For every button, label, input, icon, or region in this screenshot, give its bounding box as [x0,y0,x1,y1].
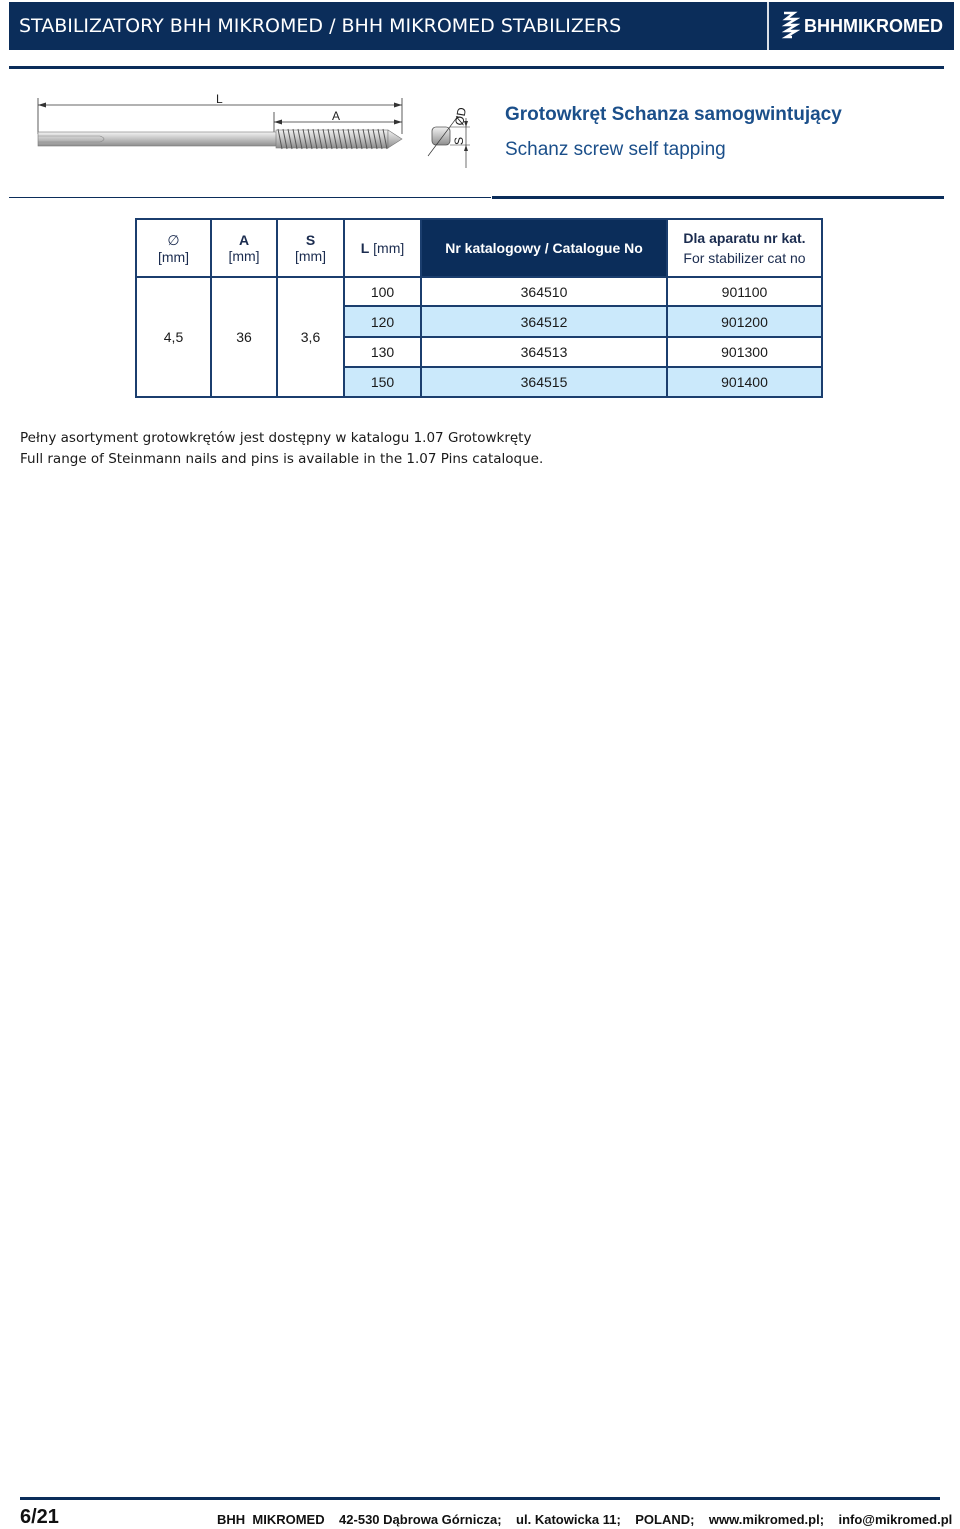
cell-stabilizer: 901300 [667,337,822,367]
section-divider-left [9,197,491,198]
dimension-D-label: ØD [452,106,470,127]
cell-s: 3,6 [277,277,344,397]
product-title: Grotowkręt Schanza samogwintujący [505,104,842,125]
top-divider [9,66,944,69]
logo-mark-icon [780,10,800,42]
header-s-label: S [305,232,316,248]
screw-drawing [30,90,490,180]
product-subtitle: Schanz screw self tapping [505,139,726,160]
section-divider-right [492,196,944,199]
header-stabilizer-pl: Dla aparatu nr kat. [683,230,806,246]
header-diameter [136,219,211,277]
diameter-icon: ∅ [167,231,180,248]
cell-catalogue: 364515 [421,367,667,397]
footer-divider [20,1497,940,1500]
footer-contact: BHH MIKROMED 42-530 Dąbrowa Górnicza; ul. Katowicka 11; POLAND; www.mikromed.pl; info@mikromed.pl [217,1512,953,1527]
cell-l: 130 [344,337,421,367]
page-number: 6/21 [20,1506,59,1528]
cell-catalogue: 364510 [421,277,667,306]
logo-text: BHHMIKROMED [804,15,943,36]
dimension-A-label: A [332,109,341,123]
header-s [277,219,344,277]
cell-stabilizer: 901400 [667,367,822,397]
header-a-label: A [238,232,250,248]
spec-table [135,218,823,398]
dimension-L-label: L [216,92,223,106]
table-row [136,277,822,306]
company-logo [769,10,954,42]
dimension-S-label: S [452,136,466,145]
header-a [211,219,277,277]
cell-catalogue: 364513 [421,337,667,367]
header-title: STABILIZATORY BHH MIKROMED / BHH MIKROMED STABILIZERS [19,15,622,37]
header-diameter-unit: [mm] [157,248,190,265]
table-header-row [136,219,822,277]
cell-l: 150 [344,367,421,397]
cell-l: 100 [344,277,421,306]
header-stabilizer-en: For stabilizer cat no [683,250,806,266]
header-bar [9,2,954,50]
cell-catalogue: 364512 [421,306,667,337]
cell-stabilizer: 901200 [667,306,822,337]
header-a-unit: [mm] [228,248,260,264]
header-l-unit: [mm] [373,240,405,256]
notes [20,428,543,469]
cell-diameter: 4,5 [136,277,211,397]
cell-stabilizer: 901100 [667,277,822,306]
cell-a: 36 [211,277,277,397]
note-english: Full range of Steinmann nails and pins is available in the 1.07 Pins cataloque. [20,450,544,467]
header-s-unit: [mm] [294,248,327,264]
header-catalogue: Nr katalogowy / Catalogue No [421,219,667,277]
header-l [344,219,421,277]
header-stabilizer [667,219,822,277]
header-l-label: L [360,240,370,256]
cell-l: 120 [344,306,421,337]
header-divider [767,2,769,50]
note-polish: Pełny asortyment grotowkrętów jest dostępny w katalogu 1.07 Grotowkręty [20,430,532,446]
